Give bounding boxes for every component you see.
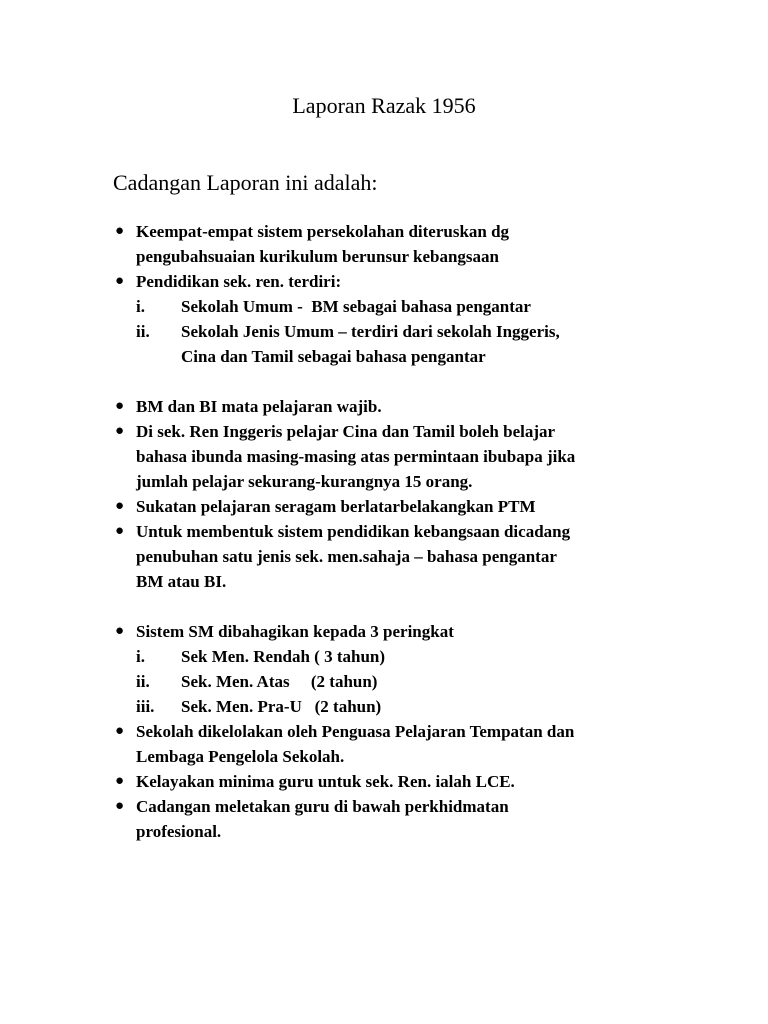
item-continuation-line xyxy=(113,344,673,369)
bullet-icon: ● xyxy=(115,523,125,539)
item-continuation-line xyxy=(113,469,673,494)
recommendation-list xyxy=(113,219,673,844)
bullet-icon: ● xyxy=(115,398,125,414)
item-text: Sek Men. Rendah ( 3 tahun) xyxy=(181,647,386,666)
bullet-icon: ● xyxy=(115,773,125,789)
item-text: Keempat-empat sistem persekolahan diteruskan dg xyxy=(136,222,510,241)
item-text: Lembaga Pengelola Sekolah. xyxy=(136,747,345,766)
sub-item-marker: iii. xyxy=(136,697,155,716)
bullet-icon: ● xyxy=(115,623,125,639)
sub-item xyxy=(113,294,673,319)
bullet-item xyxy=(113,269,673,294)
bullet-item xyxy=(113,419,673,444)
bullet-icon: ● xyxy=(115,423,125,439)
item-continuation-line xyxy=(113,544,673,569)
item-text: Di sek. Ren Inggeris pelajar Cina dan Tamil boleh belajar xyxy=(136,422,556,441)
sub-item-marker: ii. xyxy=(136,322,150,341)
item-continuation-line xyxy=(113,444,673,469)
sub-item xyxy=(113,694,673,719)
document-title: Laporan Razak 1956 xyxy=(292,93,476,118)
bullet-item xyxy=(113,769,673,794)
sub-item-marker: i. xyxy=(136,647,145,666)
item-continuation-line xyxy=(113,244,673,269)
item-text: Sukatan pelajaran seragam berlatarbelakangkan PTM xyxy=(136,497,536,516)
item-continuation-line xyxy=(113,744,673,769)
item-text: BM dan BI mata pelajaran wajib. xyxy=(136,397,382,416)
item-text: Cadangan meletakan guru di bawah perkhidmatan xyxy=(136,797,509,816)
item-text: penubuhan satu jenis sek. men.sahaja – bahasa pengantar xyxy=(136,547,557,566)
document-intro: Cadangan Laporan ini adalah: xyxy=(113,170,378,195)
item-text: Cina dan Tamil sebagai bahasa pengantar xyxy=(181,347,486,366)
bullet-item xyxy=(113,394,673,419)
bullet-item xyxy=(113,794,673,819)
item-continuation-line xyxy=(113,569,673,594)
bullet-item xyxy=(113,219,673,244)
sub-item-marker: i. xyxy=(136,297,145,316)
bullet-icon: ● xyxy=(115,273,125,289)
item-text: BM atau BI. xyxy=(136,572,227,591)
item-text: Pendidikan sek. ren. terdiri: xyxy=(136,272,342,291)
sub-item xyxy=(113,669,673,694)
item-continuation-line xyxy=(113,819,673,844)
item-text: pengubahsuaian kurikulum berunsur kebangsaan xyxy=(136,247,499,266)
item-text: Sistem SM dibahagikan kepada 3 peringkat xyxy=(136,622,454,641)
bullet-icon: ● xyxy=(115,798,125,814)
spacer xyxy=(113,594,673,619)
bullet-item xyxy=(113,619,673,644)
item-text: Sekolah dikelolakan oleh Penguasa Pelajaran Tempatan dan xyxy=(136,722,575,741)
item-text: Sek. Men. Pra-U (2 tahun) xyxy=(181,697,382,716)
bullet-item xyxy=(113,719,673,744)
spacer xyxy=(113,369,673,394)
sub-item xyxy=(113,319,673,344)
item-text: Kelayakan minima guru untuk sek. Ren. ialah LCE. xyxy=(136,772,515,791)
sub-item xyxy=(113,644,673,669)
item-text: Sek. Men. Atas (2 tahun) xyxy=(181,672,378,691)
item-text: bahasa ibunda masing-masing atas permintaan ibubapa jika xyxy=(136,447,576,466)
item-text: Sekolah Umum - BM sebagai bahasa pengantar xyxy=(181,297,531,316)
bullet-icon: ● xyxy=(115,723,125,739)
item-text: Untuk membentuk sistem pendidikan kebangsaan dicadang xyxy=(136,522,571,541)
item-text: profesional. xyxy=(136,822,222,841)
bullet-icon: ● xyxy=(115,498,125,514)
bullet-item xyxy=(113,519,673,544)
item-text: Sekolah Jenis Umum – terdiri dari sekolah Inggeris, xyxy=(181,322,560,341)
item-text: jumlah pelajar sekurang-kurangnya 15 orang. xyxy=(136,472,473,491)
bullet-item xyxy=(113,494,673,519)
bullet-icon: ● xyxy=(115,223,125,239)
sub-item-marker: ii. xyxy=(136,672,150,691)
